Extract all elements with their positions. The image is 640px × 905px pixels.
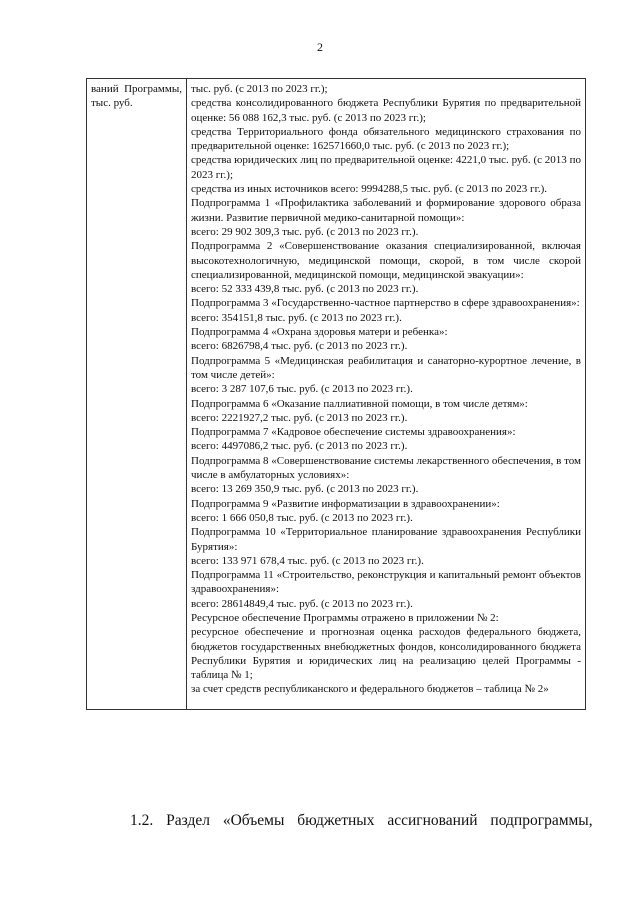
content-line: всего: 6826798,4 тыс. руб. (с 2013 по 2023 гг.). xyxy=(191,340,408,353)
content-line: за счет средств республиканского и федерального бюджетов – таблица № 2» xyxy=(191,683,549,696)
content-line: Подпрограмма 4 «Охрана здоровья матери и ребенка»: xyxy=(191,326,448,339)
content-line: всего: 354151,8 тыс. руб. (с 2013 по 2023 гг.). xyxy=(191,311,402,324)
page-number: 2 xyxy=(317,40,323,54)
content-line: Подпрограмма 10 «Территориальное планирование здравоохранения Республики Бурятия»: xyxy=(191,526,581,553)
content-line: средства из иных источников всего: 9994288,5 тыс. руб. (с 2013 по 2023 гг.). xyxy=(191,183,548,196)
content-line: Подпрограмма 11 «Строительство, реконструкция и капитальный ремонт объектов здравоохранения»: xyxy=(191,569,581,596)
content-line: Подпрограмма 9 «Развитие информатизации в здравоохранении»: xyxy=(191,497,500,510)
content-line: всего: 2221927,2 тыс. руб. (с 2013 по 2023 гг.). xyxy=(191,411,408,424)
content-line: всего: 13 269 350,9 тыс. руб. (с 2013 по 2023 гг.). xyxy=(191,483,419,496)
content-line: всего: 3 287 107,6 тыс. руб. (с 2013 по 2023 гг.). xyxy=(191,383,413,396)
content-line: тыс. руб. (с 2013 по 2023 гг.); xyxy=(191,83,328,95)
table-row xyxy=(87,79,586,710)
content-line: Подпрограмма 7 «Кадровое обеспечение системы здравоохранения»: xyxy=(191,426,516,439)
content-line: ресурсное обеспечение и прогнозная оценка расходов федерального бюджета, бюджетов государственных внебюджетных фондов, консолидированного бюджета Республики Бурятия и юридических лиц на реализацию целей Программы - таблица № 1; xyxy=(191,626,581,682)
section-paragraph: 1.2. Раздел «Объемы бюджетных ассигнований подпрограммы, xyxy=(130,812,593,829)
row-content xyxy=(187,79,586,710)
content-line: Ресурсное обеспечение Программы отражено в приложении № 2: xyxy=(191,611,499,624)
content-line: Подпрограмма 3 «Государственно-частное партнерство в сфере здравоохранения»: xyxy=(191,297,580,310)
content-line: средства Территориального фонда обязательного медицинского страхования по предварительной оценке: 162571660,0 тыс. руб. (с 2013 по 2023 гг.); xyxy=(191,125,581,153)
content-line: средства юридических лиц по предварительной оценке: 4221,0 тыс. руб. (с 2013 по 2023 гг.); xyxy=(191,154,581,181)
content-line: средства консолидированного бюджета Республики Бурятия по предварительной оценке: 56 088 162,3 тыс. руб. (с 2013 по 2023 гг.); xyxy=(191,97,581,124)
funding-table xyxy=(86,78,586,710)
content-line: всего: 4497086,2 тыс. руб. (с 2013 по 2023 гг.). xyxy=(191,440,408,453)
content-line: всего: 29 902 309,3 тыс. руб. (с 2013 по 2023 гг.). xyxy=(191,225,419,238)
content-line: всего: 28614849,4 тыс. руб. (с 2013 по 2023 гг.). xyxy=(191,597,413,610)
content-line: Подпрограмма 1 «Профилактика заболеваний и формирование здорового образа жизни. Развитие первичной медико-санитарной помощи»: xyxy=(191,197,581,224)
content-line: Подпрограмма 8 «Совершенствование системы лекарственного обеспечения, в том числе в амбулаторных условиях»: xyxy=(191,454,581,482)
content-line: всего: 1 666 050,8 тыс. руб. (с 2013 по 2023 гг.). xyxy=(191,511,413,524)
row-label: ваний Программы, тыс. руб. xyxy=(87,79,187,710)
content-line: Подпрограмма 5 «Медицинская реабилитация и санаторно-курортное лечение, в том числе детей»: xyxy=(191,354,581,381)
content-line: всего: 52 333 439,8 тыс. руб. (с 2013 по 2023 гг.). xyxy=(191,283,419,296)
content-line: всего: 133 971 678,4 тыс. руб. (с 2013 по 2023 гг.). xyxy=(191,554,424,567)
content-line: Подпрограмма 2 «Совершенствование оказания специализированной, включая высокотехнологичную, медицинской помощи, скорой, в том числе скорой специализированной, медицинской помощи, медицинской эвакуации»: xyxy=(191,240,581,281)
content-line: Подпрограмма 6 «Оказание паллиативной помощи, в том числе детям»: xyxy=(191,397,528,410)
